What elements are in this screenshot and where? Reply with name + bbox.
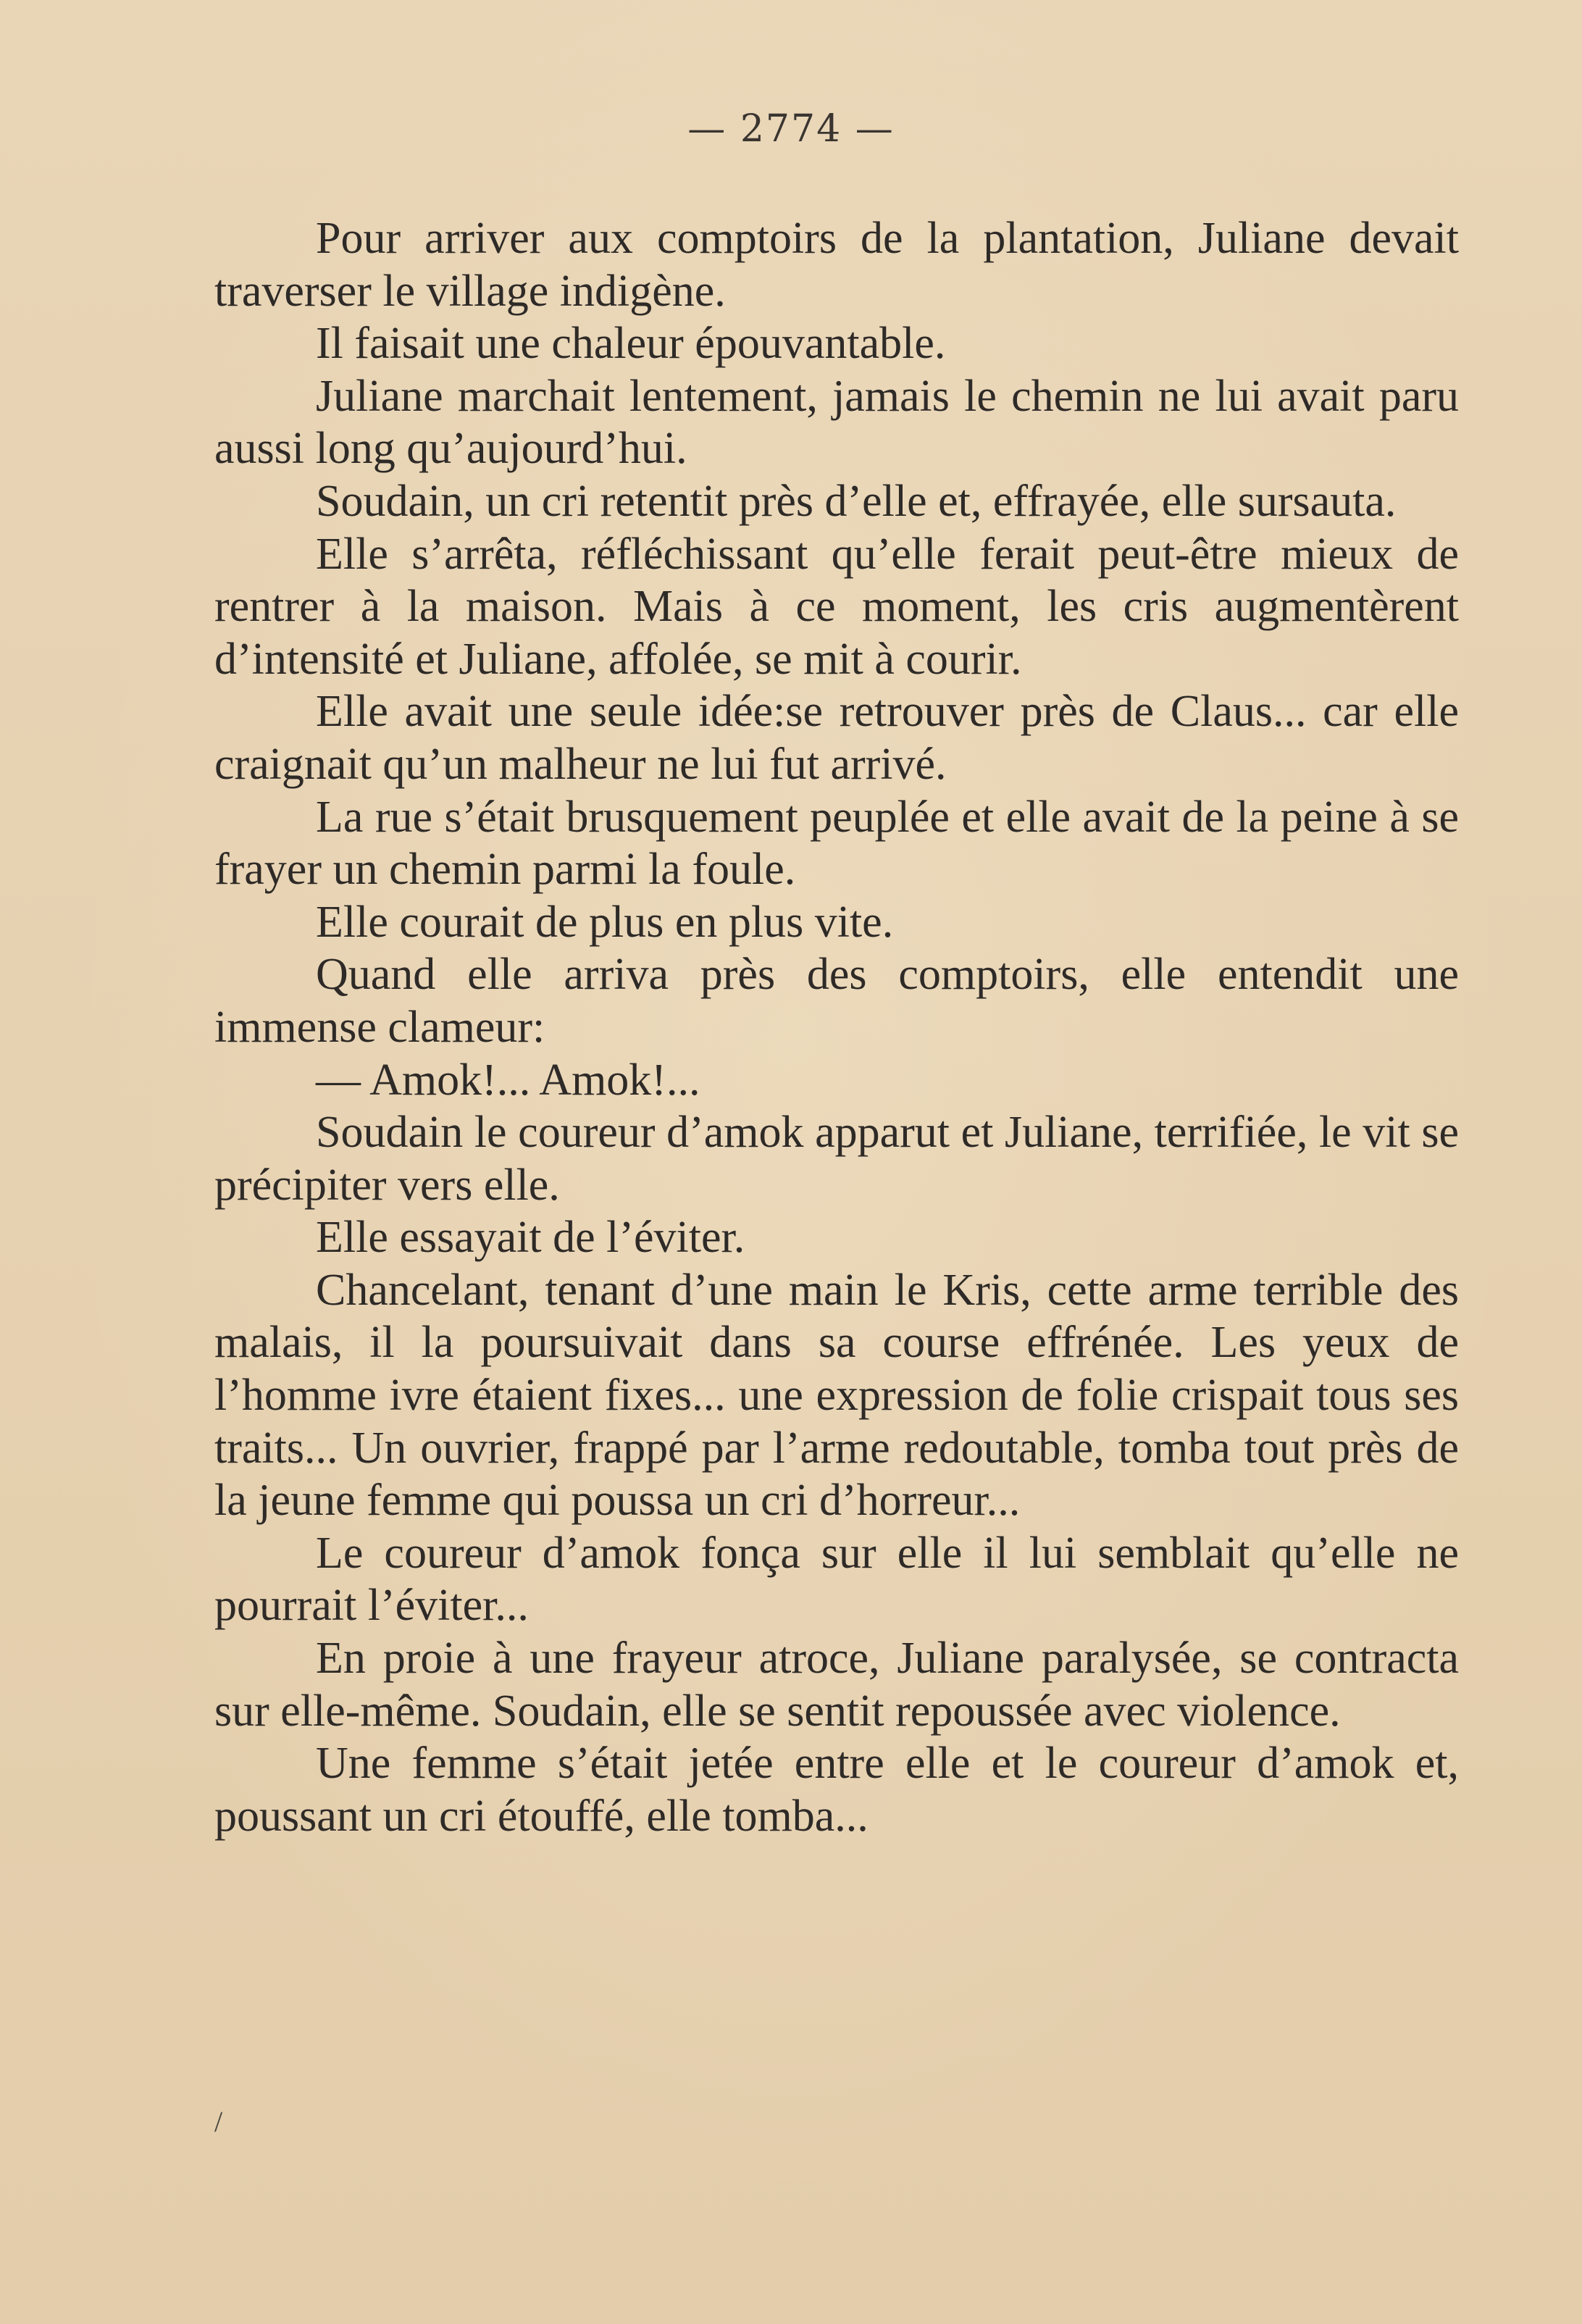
paragraph: Chancelant, tenant d’une main le Kris, cette arme terrible des malais, il la poursuivait dans sa course effrénée. Les yeux de l’homme ivre étaient fixes... une expression de folie crispait tous ses traits... Un ouvrier, frappé par l’arme redoutable, tomba tout près de la jeune femme qui poussa un cri d’horreur... — [214, 1265, 1459, 1526]
paragraph: Elle s’arrêta, réfléchissant qu’elle ferait peut-être mieux de rentrer à la maison. Mais à ce moment, les cris augmentèrent d’intensité et Juliane, affolée, se mit à courir. — [214, 529, 1459, 684]
paragraph: Quand elle arriva près des comptoirs, elle entendit une immense clameur: — [214, 950, 1459, 1052]
paragraph: Une femme s’était jetée entre elle et le coureur d’amok et, poussant un cri étouffé, elle tomba... — [214, 1739, 1459, 1841]
body-text — [214, 212, 1459, 1842]
paragraph: Juliane marchait lentement, jamais le chemin ne lui avait paru aussi long qu’aujourd’hui. — [214, 371, 1459, 474]
paragraph: En proie à une frayeur atroce, Juliane paralysée, se contracta sur elle-même. Soudain, elle se sentit repoussée avec violence. — [214, 1634, 1459, 1736]
paragraph: Elle avait une seule idée:se retrouver près de Claus... car elle craignait qu’un malheur ne lui fut arrivé. — [214, 687, 1459, 789]
paragraph: — Amok!... Amok!... — [316, 1055, 700, 1105]
paragraph: Elle essayait de l’éviter. — [316, 1213, 745, 1263]
paragraph: Elle courait de plus en plus vite. — [316, 897, 894, 947]
paragraph: Il faisait une chaleur épouvantable. — [316, 319, 946, 369]
paragraph: La rue s’était brusquement peuplée et elle avait de la peine à se frayer un chemin parmi la foule. — [214, 792, 1459, 895]
stray-ink-mark: / — [214, 2105, 223, 2138]
page-number: — 2774 — — [687, 107, 895, 151]
paragraph: Soudain, un cri retentit près d’elle et, effrayée, elle sursauta. — [316, 476, 1397, 526]
paragraph: Soudain le coureur d’amok apparut et Juliane, terrifiée, le vit se précipiter vers elle. — [214, 1108, 1459, 1210]
paragraph: Pour arriver aux comptoirs de la plantation, Juliane devait traverser le village indigène. — [214, 214, 1459, 316]
paragraph: Le coureur d’amok fonça sur elle il lui semblait qu’elle ne pourrait l’éviter... — [214, 1528, 1459, 1631]
